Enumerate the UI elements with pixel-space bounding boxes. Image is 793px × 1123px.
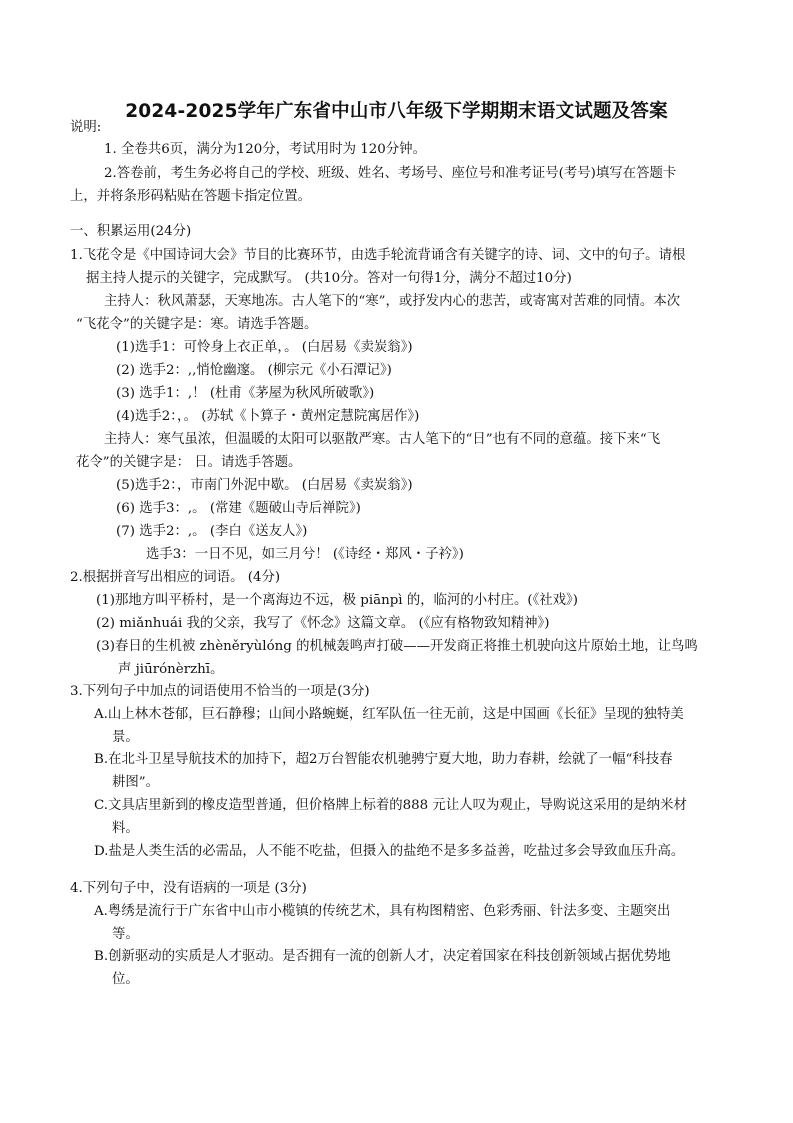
- text-line: 4.下列句子中，没有语病的一项是 (3分): [70, 881, 307, 896]
- text-line: 花令”的关键字是： 日。请选手答题。: [76, 455, 302, 470]
- text-line: (7) 选手2：,。 (李白《送友人》): [116, 524, 308, 539]
- text-line: 主持人：秋风萧瑟，天寒地冻。古人笔下的“寒”，或抒发内心的悲苦，或寄寓对苦难的同情。本次: [104, 294, 681, 309]
- text-line: B.创新驱动的实质是人才驱动。是否拥有一流的创新人才，决定着国家在科技创新领域占据优势地: [94, 949, 671, 964]
- page-title: 2024-2025学年广东省中山市八年级下学期期末语文试题及答案: [125, 101, 668, 122]
- text-line: (3)春日的生机被 zhèněryùlóng 的机械轰鸣声打破——开发商正将推土机驶向这片原始土地，让鸟鸣: [96, 639, 698, 654]
- text-line: 声 jiūrónèrzhī。: [118, 662, 224, 677]
- text-line: (2) 选手2：,,悄怆幽邃。 (柳宗元《小石潭记》): [116, 363, 392, 378]
- text-line: 说明:: [70, 120, 102, 135]
- text-line: 景。: [112, 730, 139, 745]
- text-line: (3) 选手1：,！ (杜甫《茅屋为秋风所破歌》): [116, 386, 375, 401]
- text-line: B.在北斗卫星导航技术的加持下，超2万台智能农机驰骋宁夏大地，助力春耕，绘就了一幅“科技春: [94, 752, 673, 767]
- text-line: (4)选手2：，。 (苏轼《卜算子・黄州定慧院寓居作》): [116, 409, 420, 424]
- text-line: (1)选手1：可怜身上衣正单，。 (白居易《卖炭翁》): [116, 340, 413, 355]
- text-line: (1)那地方叫平桥村，是一个离海边不远，极 piānpì 的，临河的小村庄。(《社戏》): [96, 593, 578, 608]
- text-line: 1. 全卷共6页，满分为120分，考试用时为 120分钟。: [104, 142, 426, 157]
- text-line: 料。: [112, 821, 139, 836]
- text-line: 耕图”。: [112, 775, 160, 790]
- text-line: 等。: [112, 927, 139, 942]
- text-line: 2.答卷前，考生务必将自己的学校、班级、姓名、考场号、座位号和准考证号(考号)填写在答题卡: [104, 166, 677, 181]
- text-line: (5)选手2：，市南门外泥中歇。 (白居易《卖炭翁》): [116, 478, 413, 493]
- text-line: 上，并将条形码粘贴在答题卡指定位置。: [70, 189, 312, 204]
- text-line: (2) miǎnhuái 我的父亲，我写了《怀念》这篇文章。 (《应有格物致知精神》): [96, 616, 550, 631]
- text-line: 一、积累运用(24分): [70, 224, 192, 239]
- text-line: “飞花令”的关键字是：寒。请选手答题。: [76, 317, 318, 332]
- text-line: 主持人：寒气虽浓，但温暖的太阳可以驱散严寒。古人笔下的“日”也有不同的意蕴。接下来“飞: [104, 432, 661, 447]
- text-line: A.粤绣是流行于广东省中山市小榄镇的传统艺术，具有构图精密、色彩秀丽、针法多变、主题突出: [94, 904, 671, 919]
- text-line: 选手3：一日不见，如三月兮！ (《诗经・郑风・子衿》): [146, 547, 464, 562]
- text-line: (6) 选手3：,。 (常建《题破山寺后禅院》): [116, 501, 361, 516]
- text-line: D.盐是人类生活的必需品，人不能不吃盐，但摄入的盐绝不是多多益善，吃盐过多会导致血压升高。: [94, 844, 685, 859]
- text-line: 3.下列句子中加点的词语使用不恰当的一项是(3分): [70, 684, 370, 699]
- text-line: 据主持人提示的关键字，完成默写。 (共10分。答对一句得1分，满分不超过10分): [86, 271, 572, 286]
- text-line: 1.飞花令是《中国诗词大会》节目的比赛环节，由选手轮流背诵含有关键字的诗、词、文中的句子。请根: [70, 248, 686, 263]
- text-line: 2.根据拼音写出相应的词语。 (4分): [70, 570, 281, 585]
- text-line: C.文具店里新到的橡皮造型普通，但价格牌上标着的888 元让人叹为观止，导购说这采用的是纳米材: [94, 798, 687, 813]
- text-line: A.山上林木苍郁，巨石静穆；山间小路蜿蜒，红军队伍一往无前，这是中国画《长征》呈现的独特美: [94, 707, 684, 722]
- text-line: 位。: [112, 972, 139, 987]
